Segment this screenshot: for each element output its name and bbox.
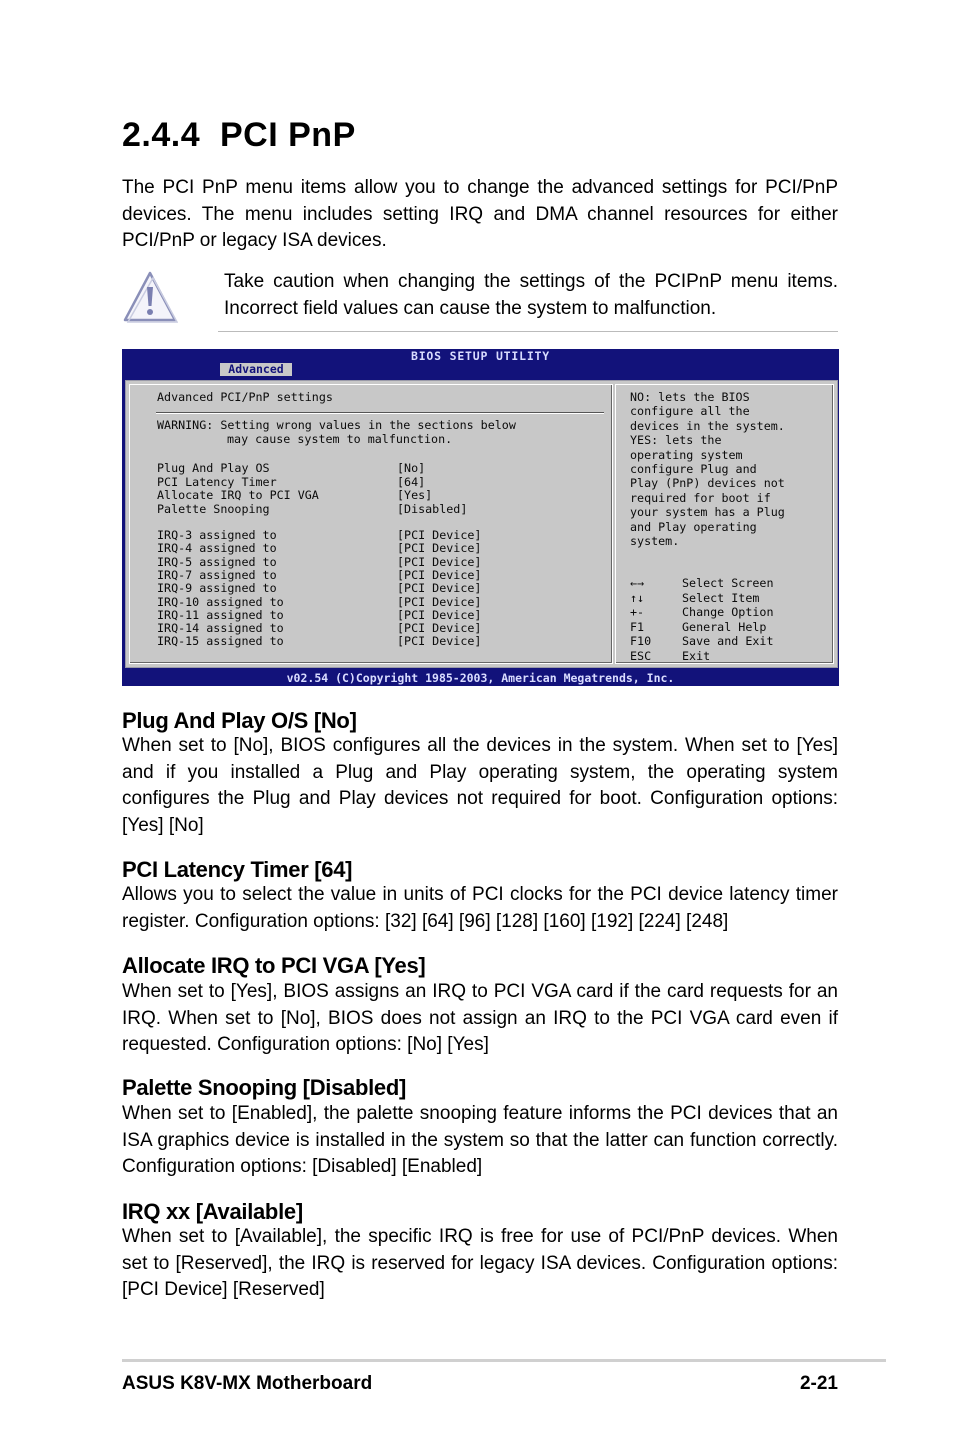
setting-irq-5[interactable] [157,554,482,569]
heading-irq-xx: IRQ xx [Available] [122,1199,303,1224]
bios-warning-line2: may cause system to malfunction. [227,432,453,446]
text-irq-xx: When set to [Available], the specific IRQ is free for use of PCI/PnP devices. When set to [Reserved], the IRQ is reserved for legacy ISA devices. Configuration options: [PCI Device] [Reserved] [122,1226,838,1300]
help-line: system. [630,534,680,548]
key-change-option [630,605,774,619]
key-save-exit [630,634,774,648]
text-plug-and-play-os: When set to [No], BIOS configures all the devices in the system. When set to [Yes] and if you installed a Plug and Play operating system, the operating system configures the Plug and Play devices not required for boot. Configuration options: [Yes] [No] [122,735,838,836]
setting-allocate-irq-vga[interactable] [157,488,433,502]
section-number: 2.4.4 [122,116,201,154]
setting-label: Palette Snooping [157,501,270,516]
setting-label: IRQ-14 assigned to [157,621,284,636]
setting-value: [64] [397,474,426,489]
heading-allocate-irq-vga: Allocate IRQ to PCI VGA [Yes] [122,953,426,978]
setting-irq-10[interactable] [157,594,482,609]
heading-palette-snooping: Palette Snooping [Disabled] [122,1075,407,1100]
setting-irq-9[interactable] [157,581,482,596]
setting-irq-7[interactable] [157,567,482,582]
footer-product-name: ASUS K8V-MX Motherboard [122,1373,373,1394]
setting-irq-14[interactable] [157,621,482,636]
key-arrows-ud-icon: ↑↓ [630,590,645,605]
setting-label: IRQ-15 assigned to [157,634,284,649]
bios-warning-line1: WARNING: Setting wrong values in the sections below [157,418,516,432]
text-palette-snooping: When set to [Enabled], the palette snooping feature informs the PCI devices that an ISA graphics device is installed in the system so that the latter can function correctly. Configuration options: [Disabled] [Enabled] [122,1103,838,1177]
key-label: F10 [630,634,652,648]
setting-value: [PCI Device] [397,554,482,569]
heading-plug-and-play-os: Plug And Play O/S [No] [122,708,357,733]
setting-plug-and-play-os[interactable] [157,461,426,475]
setting-label: IRQ-10 assigned to [157,594,284,609]
help-line: configure Plug and [630,462,757,476]
setting-label: IRQ-11 assigned to [157,607,284,622]
key-arrows-lr-icon: ←→ [630,576,645,590]
warning-triangle-icon [122,270,178,324]
setting-label: IRQ-9 assigned to [157,581,277,596]
key-select-screen [630,576,774,590]
setting-value: [PCI Device] [397,528,482,542]
bios-copyright: v02.54 (C)Copyright 1985-2003, American Megatrends, Inc. [286,671,675,685]
help-line: and Play operating [630,519,757,534]
key-desc: Exit [682,648,711,663]
setting-value: [PCI Device] [397,581,482,596]
setting-label: IRQ-5 assigned to [157,554,277,569]
help-line: required for boot if [630,490,771,505]
key-select-item [630,590,760,605]
help-line: operating system [630,447,743,462]
setting-label: PCI Latency Timer [157,474,277,489]
heading-pci-latency-timer: PCI Latency Timer [64] [122,857,353,882]
setting-label: Plug And Play OS [157,461,270,475]
key-desc: Select Screen [682,576,774,590]
setting-value: [PCI Device] [397,594,482,609]
setting-value: [PCI Device] [397,567,482,582]
bios-section-title: Advanced PCI/PnP settings [157,390,333,404]
footer-divider [122,1359,886,1362]
section-title: PCI PnP [220,116,356,154]
setting-value: [Yes] [397,488,433,502]
bios-help-pane [615,384,834,664]
bios-settings-pane [129,384,613,664]
help-line: Play (PnP) devices not [630,476,785,491]
key-label: +- [630,605,645,619]
bios-panel [125,380,838,668]
help-line: configure all the [630,404,750,419]
help-line: devices in the system. [630,418,785,433]
caution-text: Take caution when changing the settings of the PCIPnP menu items. Incorrect field values can cause the system to malfunction. [224,271,838,319]
setting-value: [No] [397,461,426,475]
setting-value: [PCI Device] [397,621,482,636]
tab-advanced[interactable]: Advanced [220,363,292,376]
bios-separator [156,412,604,414]
key-desc: Select Item [682,590,760,605]
key-label: ESC [630,648,652,663]
setting-value: [PCI Device] [397,634,482,649]
setting-label: IRQ-7 assigned to [157,567,277,582]
key-desc: Change Option [682,605,774,619]
help-line: YES: lets the [630,433,722,448]
key-general-help [630,619,767,634]
text-pci-latency-timer: Allows you to select the value in units of PCI clocks for the PCI device latency timer register. Configuration options: [32] [64] [96] [128] [160] [192] [224] [248] [122,884,838,932]
setting-value: [Disabled] [397,501,468,516]
setting-irq-11[interactable] [157,607,482,622]
setting-pci-latency-timer[interactable] [157,474,426,489]
footer-page-number: 2-21 [799,1373,838,1394]
caution-divider [218,331,838,332]
setting-irq-15[interactable] [157,634,482,649]
key-label: F1 [630,619,645,634]
help-line: your system has a Plug [630,505,785,520]
key-exit [630,648,711,663]
setting-label: IRQ-3 assigned to [157,528,277,542]
setting-irq-4[interactable] [157,541,482,556]
setting-label: Allocate IRQ to PCI VGA [157,488,319,502]
bios-title: BIOS SETUP UTILITY [410,349,551,363]
key-desc: Save and Exit [682,634,774,648]
setting-label: IRQ-4 assigned to [157,541,277,556]
page-title [122,116,356,155]
help-line: NO: lets the BIOS [630,390,750,404]
text-allocate-irq-vga: When set to [Yes], BIOS assigns an IRQ to PCI VGA card if the card requests for an IRQ. When set to [No], BIOS does not assign an IRQ to the PCI VGA card even if requested. Configuration options: [No] [Yes] [122,981,838,1055]
setting-palette-snooping[interactable] [157,501,468,516]
setting-value: [PCI Device] [397,541,482,556]
setting-irq-3[interactable] [157,528,482,542]
setting-value: [PCI Device] [397,607,482,622]
key-desc: General Help [682,619,767,634]
bios-screenshot [122,349,839,686]
intro-paragraph: The PCI PnP menu items allow you to change the advanced settings for PCI/PnP devices. The menu includes setting IRQ and DMA channel resources for either PCI/PnP or legacy ISA devices. [122,177,838,251]
